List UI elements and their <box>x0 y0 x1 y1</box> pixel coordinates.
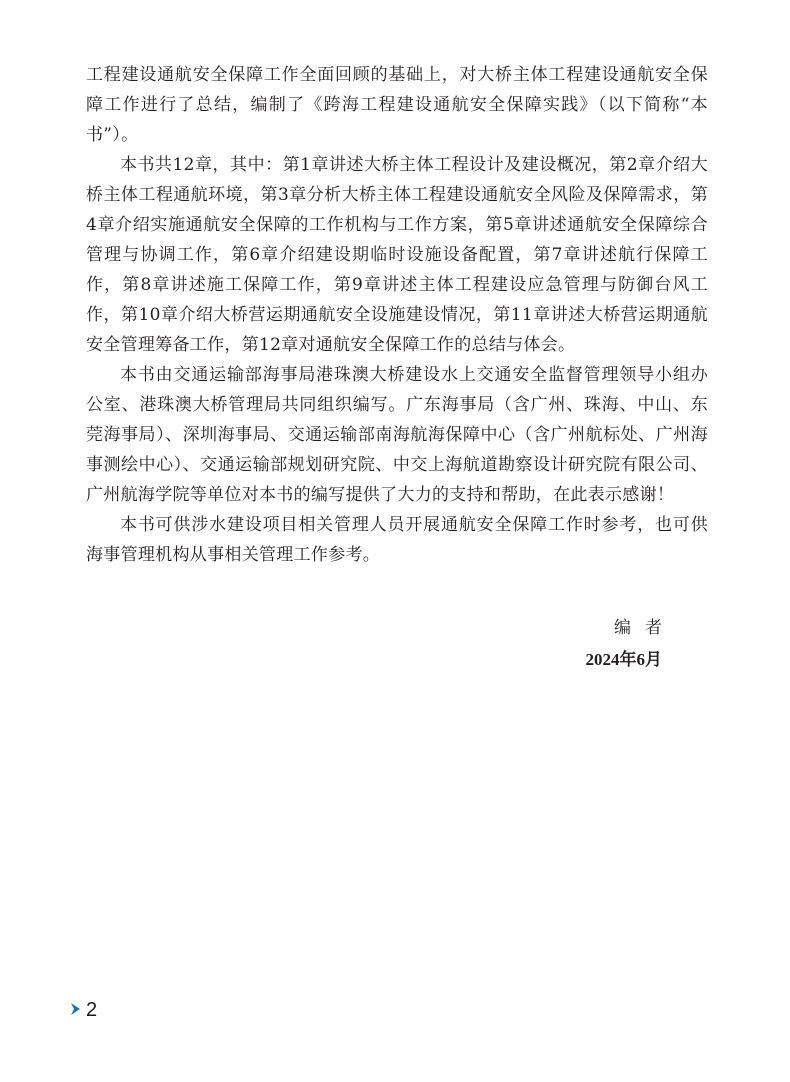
signature-author: 编者 <box>614 618 676 638</box>
page-number: 2 <box>86 999 98 1021</box>
signature-block <box>585 612 676 676</box>
page-footer <box>70 1000 97 1020</box>
paragraph-intended-audience: 本书可供涉水建设项目相关管理人员开展通航安全保障工作时参考，也可供海事管理机构从事相关管理工作参考。 <box>86 515 708 565</box>
paragraph-acknowledgements: 本书由交通运输部海事局港珠澳大桥建设水上交通安全监督管理领导小组办公室、港珠澳大桥管理局共同组织编写。广东海事局（含广州、珠海、中山、东莞海事局）、深圳海事局、交通运输部南海航海保障中心（含广州航标处、广州海事测绘中心）、交通运输部规划研究院、中交上海航道勘察设计研究院有限公司、广州航海学院等单位对本书的编写提供了大力的支持和帮助，在此表示感谢！ <box>86 365 708 505</box>
paragraph-continuation: 工程建设通航安全保障工作全面回顾的基础上，对大桥主体工程建设通航安全保障工作进行了总结，编制了《跨海工程建设通航安全保障实践》（以下简称“本书”）。 <box>86 65 708 145</box>
signature-date: 2024年6月 <box>585 650 662 669</box>
preface-body <box>86 60 708 570</box>
chevron-right-icon <box>70 1001 82 1020</box>
paragraph-chapter-overview: 本书共12章，其中：第1章讲述大桥主体工程设计及建设概况，第2章介绍大桥主体工程通航环境，第3章分析大桥主体工程建设通航安全风险及保障需求，第4章介绍实施通航安全保障的工作机构与工作方案，第5章讲述通航安全保障综合管理与协调工作，第6章介绍建设期临时设施设备配置，第7章讲述航行保障工作，第8章讲述施工保障工作，第9章讲述主体工程建设应急管理与防御台风工作，第10章介绍大桥营运期通航安全设施建设情况，第11章讲述大桥营运期通航安全管理筹备工作，第12章对通航安全保障工作的总结与体会。 <box>86 155 708 355</box>
